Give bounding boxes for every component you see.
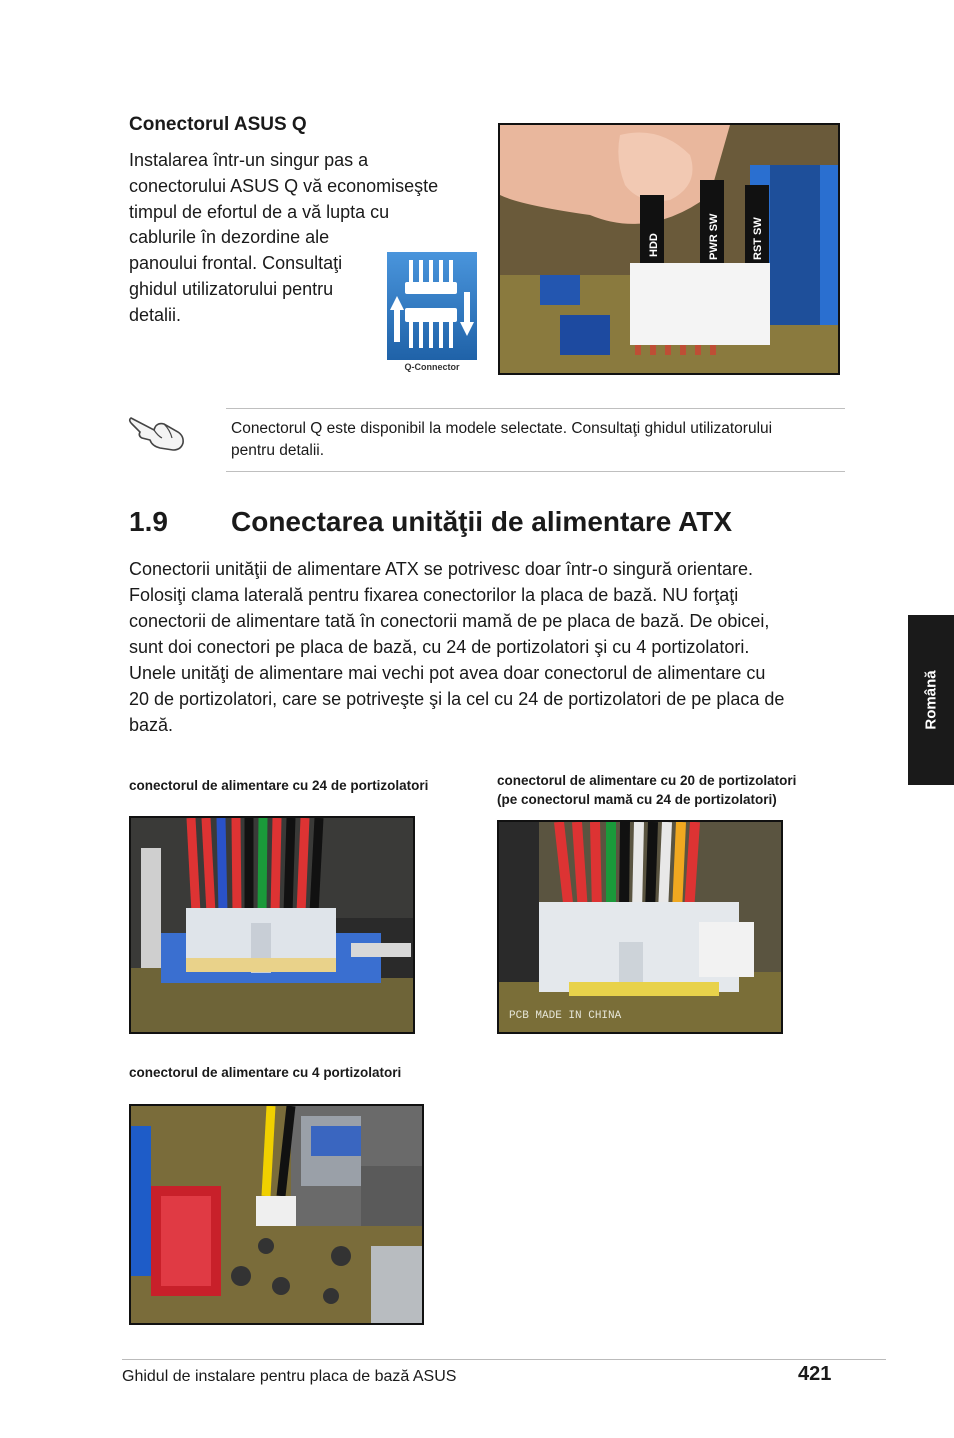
q-line: conectorului ASUS Q vă economiseşte [129, 175, 439, 196]
note-line: Conectorul Q este disponibil la modele selectate. Consultaţi ghidul utilizatorului [231, 420, 773, 437]
caption-24pin: conectorul de alimentare cu 24 de portizolatori [129, 778, 429, 793]
paragraph-line: bază. [129, 715, 174, 735]
q-connector-title: Conectorul ASUS Q [129, 114, 307, 135]
caption-4pin: conectorul de alimentare cu 4 portizolatori [129, 1065, 402, 1080]
photo-label-pwr-sw: PWR SW [708, 213, 720, 260]
footer-rule [122, 1359, 886, 1360]
photo-24pin-image [131, 818, 413, 1032]
q-line: timpul de efortul de a vă lupta cu [129, 201, 390, 222]
paragraph-line: 20 de portizolatori, care se potriveşte şi la cel cu 24 de portizolatori de pe placa de [129, 689, 785, 709]
section-title: Conectarea unităţii de alimentare ATX [231, 506, 733, 537]
q-connector-logo-label: Q-Connector [404, 362, 460, 372]
q-line: panoului frontal. Consultaţi [129, 253, 343, 274]
q-connector-photo-image [500, 125, 838, 373]
page-number: 421 [798, 1363, 832, 1385]
footer-text: Ghidul de instalare pentru placa de bază ASUS [122, 1368, 457, 1385]
paragraph-line: Folosiţi clama laterală pentru fixarea conectorilor la placa de bază. NU forţaţi [129, 585, 739, 605]
q-line: ghidul utilizatorului pentru [129, 278, 334, 299]
section-number: 1.9 [129, 506, 168, 537]
paragraph-line: sunt doi conectori pe placa de bază, cu 24 de portizolatori şi cu 4 portizolatori. [129, 637, 750, 657]
pointing-hand-icon [128, 408, 188, 454]
q-connector-logo-icon [387, 252, 477, 360]
paragraph-line: Conectorii unităţii de alimentare ATX se potrivesc doar într-o singură orientare. [129, 559, 753, 579]
caption-20pin-line2: (pe conectorul mamă cu 24 de portizolatori) [497, 792, 777, 807]
q-line: Instalarea într-un singur pas a [129, 150, 369, 170]
language-side-tab [908, 615, 954, 785]
q-line: cablurile în dezordine ale [129, 227, 330, 248]
caption-20pin-line1: conectorul de alimentare cu 20 de portizolatori [497, 773, 797, 788]
pcb-made-in-china-text: PCB MADE IN CHINA [509, 1010, 622, 1022]
note-top-rule [226, 408, 845, 409]
photo-4pin-image [131, 1106, 422, 1323]
photo-24pin-connector [129, 816, 415, 1034]
caption-20pin [497, 771, 796, 809]
q-connector-photo [498, 123, 840, 375]
photo-label-rst-sw: RST SW [752, 217, 764, 260]
note-text [231, 418, 843, 462]
paragraph-line: conectorii de alimentare tată în conectorii mamă de pe placa de bază. De obicei, [129, 611, 770, 631]
q-line: detalii. [129, 304, 182, 325]
photo-label-hdd: HDD [648, 233, 660, 257]
section-paragraph [129, 556, 849, 738]
photo-4pin-connector [129, 1104, 424, 1325]
paragraph-line: Unele unităţi de alimentare mai vechi pot avea doar conectorul de alimentare cu [129, 663, 766, 683]
photo-20pin-image [499, 822, 781, 1032]
language-label: Română [922, 670, 940, 730]
photo-20pin-connector [497, 820, 783, 1034]
note-line: pentru detalii. [231, 442, 325, 459]
note-bottom-rule [226, 471, 845, 472]
